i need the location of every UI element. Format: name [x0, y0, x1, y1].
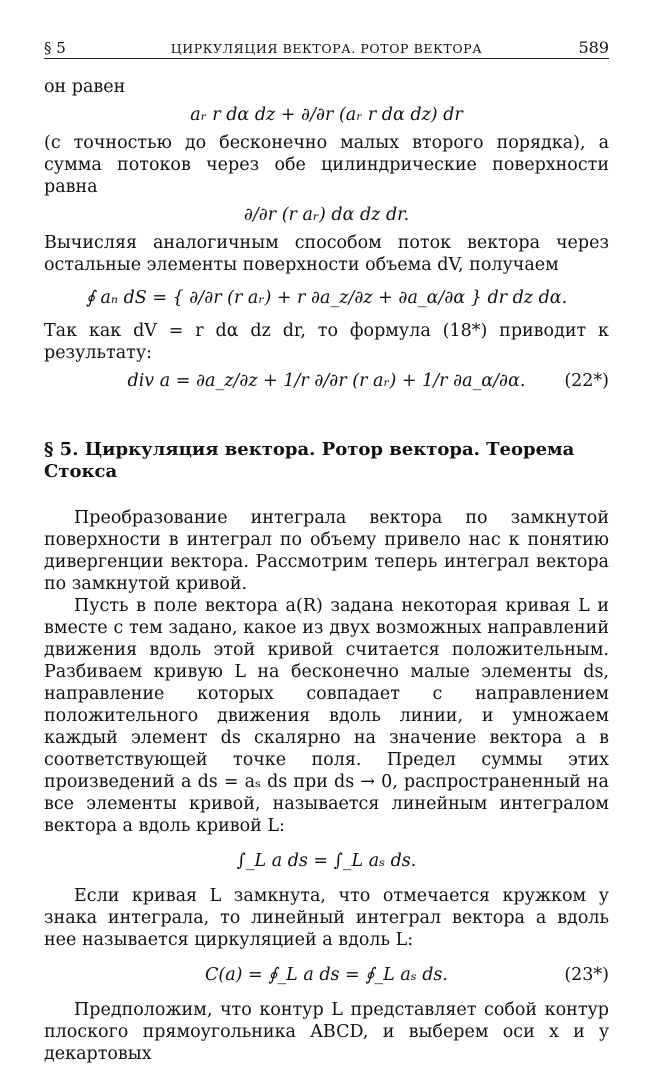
formula-22 [44, 367, 609, 395]
formula-expression: C(a) = ∮_L a ds = ∮_L aₛ ds. [205, 965, 448, 985]
running-header [44, 34, 609, 59]
page-body [44, 76, 609, 1065]
formula-expression: div a = ∂a_z/∂z + 1/r ∂/∂r (r aᵣ) + 1/r ∂a_α/∂α. [127, 371, 526, 391]
equation-number: (23*) [564, 965, 609, 985]
page-number: 589 [578, 38, 609, 57]
formula: aᵣ r dα dz + ∂/∂r (aᵣ r dα dz) dr [190, 105, 463, 125]
paragraph: Вычисляя аналогичным способом поток вектора через остальные элементы поверхности объема dV, получаем [44, 233, 609, 275]
equation-number: (22*) [564, 371, 609, 391]
section-heading: § 5. Циркуляция вектора. Ротор вектора. Теорема Стокса [44, 439, 575, 482]
paragraph: Так как dV = r dα dz dr, то формула (18*) приводит к результату: [44, 321, 609, 363]
paragraph: он равен [44, 77, 126, 97]
header-section: § 5 [44, 39, 66, 57]
paragraph: (с точностью до бесконечно малых второго порядка), а сумма потоков через обе цилиндрические поверхности равна [44, 133, 609, 197]
paragraph: Если кривая L замкнута, что отмечается кружком у знака интеграла, то линейный интеграл вектора a вдоль нее называется циркуляцией a вдоль L: [44, 886, 609, 950]
formula: ∂/∂r (r aᵣ) dα dz dr. [243, 205, 410, 225]
header-title: ЦИРКУЛЯЦИЯ ВЕКТОРА. РОТОР ВЕКТОРА [170, 41, 483, 56]
paragraph: Преобразование интеграла вектора по замкнутой поверхности в интеграл по объему привело нас к понятию дивергенции вектора. Рассмотрим теперь интеграл вектора по замкнутой кривой. [44, 508, 609, 594]
formula: ∮ aₙ dS = { ∂/∂r (r aᵣ) + r ∂a_z/∂z + ∂a_α/∂α } dr dz dα. [85, 288, 568, 308]
formula: ∫_L a ds = ∫_L aₛ ds. [236, 851, 417, 871]
paragraph: Пусть в поле вектора a(R) задана некоторая кривая L и вместе с тем задано, какое из двух возможных направлений движения вдоль этой кривой считается положительным. Разбиваем кривую L на бесконечно малые элементы ds, направление которых совпадает с направлением положительного движения вдоль линии, и умножаем каждый элемент ds скалярно на значение вектора a в соответствующей точке поля. Предел суммы этих произведений a ds = aₛ ds при ds → 0, распространенный на все элементы кривой, называется линейным интегралом вектора a вдоль кривой L: [44, 596, 609, 836]
paragraph: Предположим, что контур L представляет собой контур плоского прямоугольника ABCD, и выберем оси x и y декартовых [44, 1000, 609, 1064]
formula-23 [44, 961, 609, 989]
